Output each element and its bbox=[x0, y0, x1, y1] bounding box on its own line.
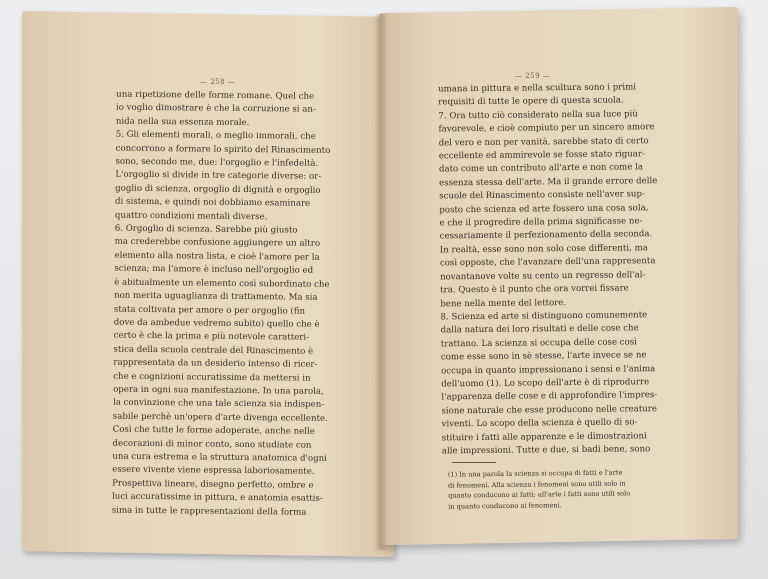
text-line: quattro condizioni mentali diverse. bbox=[114, 210, 268, 222]
text-line: dove da ambedue vedremo subito) quello che è bbox=[113, 317, 320, 330]
left-page-number: — 258 — bbox=[200, 78, 236, 86]
text-line: decorazioni di minor conto, sono studiate con bbox=[112, 438, 312, 451]
footnote-line: di fenomeni. Alla scienza i fenomeni sono utili solo in bbox=[447, 478, 626, 490]
text-line: ma crederebbe confusione aggiungere un altro bbox=[114, 237, 321, 250]
book-gutter bbox=[374, 14, 388, 550]
text-line: dalla natura dei loro risultati e delle cose che bbox=[440, 323, 639, 336]
footnote-line: (1) In una parola la scienza si occupa di fatti e l'arte bbox=[447, 468, 623, 479]
text-line: Prospettiva lineare, disegno perfetto, ombre e bbox=[112, 478, 314, 491]
text-line: così opposte, che l'avanzare dell'una rappresenta bbox=[439, 256, 656, 269]
text-line: trattano. La scienza si occupa delle cose così bbox=[440, 337, 637, 350]
text-line: sima in tutte le rappresentazioni della forma bbox=[111, 505, 307, 518]
right-page-footnote bbox=[448, 466, 710, 511]
text-line: la convinzione che una tale scienza sia indispen- bbox=[112, 397, 325, 411]
text-line: viventi. Lo scopo della scienza è quello di so- bbox=[441, 417, 638, 430]
text-line: dell'uomo (1). Lo scopo dell'arte è di riprodurre bbox=[441, 377, 650, 390]
text-line: umana in pittura e nella scultura sono i primi bbox=[438, 82, 637, 95]
text-line: alle impressioni. Tutte e due, si badi bene, sono bbox=[441, 444, 651, 457]
text-line: scienza; ma l'amore è incluso nell'orgoglio ed bbox=[114, 263, 314, 277]
text-line: dato come un contributo all'arte e non come la bbox=[438, 162, 644, 175]
text-line: In realtà, esse sono non solo cose differenti, ma bbox=[439, 243, 648, 256]
footnote-line: in quanto conducono ai fenomeni. bbox=[448, 500, 562, 511]
text-line: 6. Orgoglio di scienza. Sarebbe più giusto bbox=[114, 223, 298, 236]
text-line: nida nella sua essenza morale. bbox=[115, 116, 250, 128]
text-line: del vero e non per vanità, sarebbe stato di certo bbox=[438, 135, 649, 149]
text-line: tra. Questo è il punto che ora vorrei fissare bbox=[440, 283, 629, 296]
text-line: sono, secondo me, due: l'orgoglio e l'infedeltà. bbox=[115, 156, 319, 169]
footnote-line: quanto conducono ai fatti; all'arte i fatti sono utili solo bbox=[448, 489, 631, 500]
text-line: come esse sono in sè stesse, l'arte invece se ne bbox=[440, 350, 647, 363]
text-line: stituire i fatti alle apparenze e le dimostrazioni bbox=[441, 430, 647, 443]
footnote-rule bbox=[452, 462, 496, 463]
text-line: luci accuratissime in pittura, e anatomia esattis- bbox=[111, 491, 323, 505]
text-line: stata coltivata per amore o per orgoglio (fin bbox=[113, 304, 306, 317]
text-line: occupa in quanto impressionano i sensi e l'anima bbox=[441, 363, 656, 376]
text-line: eccellente ed ammirevole se fosse stato riguar- bbox=[438, 149, 645, 162]
text-line: opera in ogni sua manifestazione. In una parola, bbox=[113, 384, 324, 397]
text-line: posto che scienza ed arte fossero una cosa sola, bbox=[439, 202, 649, 216]
text-line: cessariamente il perfezionamento della seconda. bbox=[439, 229, 653, 242]
text-line: che e cognizioni accuratissime da mettersi in bbox=[113, 371, 311, 384]
text-line: favorevole, e cioè compiuto per un sincero amore bbox=[438, 122, 655, 135]
text-line: l'apparenza delle cose e di approfondire l'impres- bbox=[441, 390, 658, 403]
text-line: concorrono a formare lo spirito del Rinascimento bbox=[115, 143, 331, 156]
text-line: una ripetizione delle forme romane. Quel che bbox=[116, 89, 315, 102]
text-line: una cura estrema e la struttura anatomica d'ogni bbox=[112, 451, 327, 464]
text-line: e che il progredire della prima significasse ne- bbox=[439, 216, 643, 229]
text-line: di sistema, e quindi noi dobbiamo esaminare bbox=[115, 196, 311, 209]
right-page-body bbox=[438, 81, 708, 459]
text-line: rappresentata da un desiderio intenso di ricer- bbox=[113, 357, 318, 370]
text-line: è abitualmente un elemento così subordinato che bbox=[114, 277, 330, 290]
text-line: 7. Ora tutto ciò considerato nella sua luce più bbox=[438, 109, 638, 122]
left-page-body bbox=[112, 89, 374, 521]
text-line: io voglio dimostrare è che la corruzione si an- bbox=[115, 103, 316, 116]
text-line: stica della scuola centrale del Rinascimento è bbox=[113, 344, 314, 357]
text-line: scuole del Rinascimento consiste nell'aver sup- bbox=[439, 189, 645, 202]
text-line: sione naturale che esse producono nelle creature bbox=[441, 403, 658, 417]
text-line: sabile perchè un'opera d'arte divenga eccellente. bbox=[112, 411, 328, 424]
text-line: certo è che la prima e più notevole caratteri- bbox=[113, 330, 310, 344]
text-line: L'orgoglio si divide in tre categorie diverse: or- bbox=[115, 170, 322, 183]
text-line: bene nella mente del lettore. bbox=[440, 297, 567, 309]
text-line: non merita uguaglianza di trattamento. Ma sia bbox=[114, 290, 318, 303]
text-line: requisiti di tutte le opere di questa scuola. bbox=[438, 95, 624, 108]
text-line: 5. Gli elementi morali, o meglio immorali, che bbox=[115, 129, 316, 142]
text-line: essere vivente viene espressa laboriosamente. bbox=[112, 465, 315, 478]
text-line: 8. Scienza ed arte si distinguono comunemente bbox=[440, 310, 648, 323]
text-line: essenza stessa dell'arte. Ma il grande errore delle bbox=[439, 175, 658, 189]
text-line: elemento alla nostra lista, e cioè l'amore per la bbox=[114, 250, 320, 263]
text-line: goglio di scienza, orgoglio di dignità e orgoglio bbox=[115, 183, 321, 196]
text-line: Così che tutte le forme adoperate, anche nelle bbox=[112, 424, 315, 437]
text-line: novantanove volte su cento un regresso dell'al- bbox=[440, 269, 646, 283]
right-page-number: — 259 — bbox=[515, 72, 551, 80]
